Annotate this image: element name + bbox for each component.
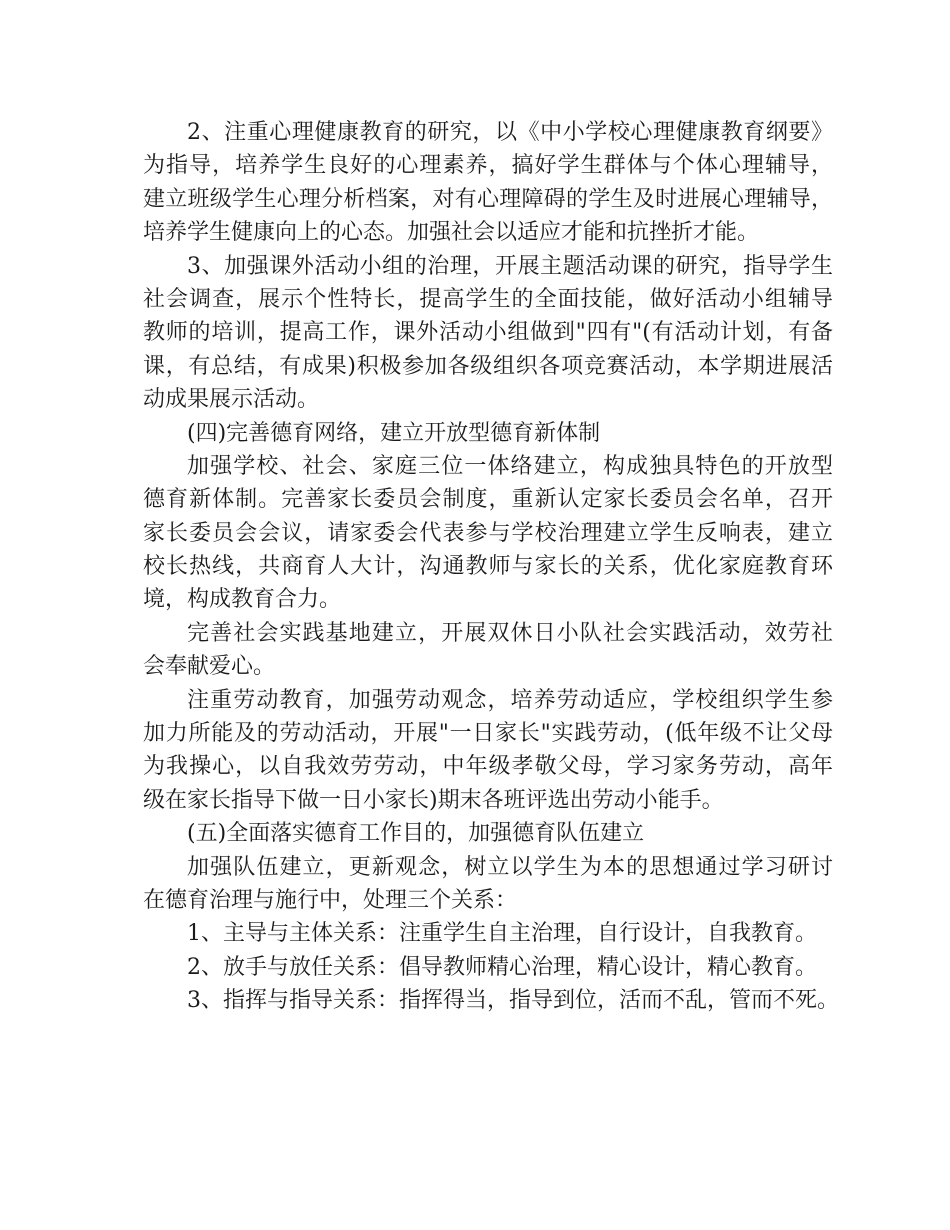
text-line: 为我操心，以自我效劳劳动，中年级孝敬父母，学习家务劳动，高年	[143, 754, 833, 780]
text-line: 加强学校、社会、家庭三位一体络建立，构成独具特色的开放型	[187, 453, 833, 479]
text-line: 加强队伍建立，更新观念，树立以学生为本的思想通过学习研讨	[187, 854, 833, 880]
text-line: 完善社会实践基地建立，开展双休日小队社会实践活动，效劳社	[187, 620, 833, 646]
text-line: 课，有总结，有成果)积极参加各级组织各项竞赛活动，本学期进展活	[143, 353, 833, 379]
text-line: 德育新体制。完善家长委员会制度，重新认定家长委员会名单，召开	[143, 487, 833, 513]
text-line: 注重劳动教育，加强劳动观念，培养劳动适应，学校组织学生参	[187, 687, 833, 713]
text-line: 建立班级学生心理分析档案，对有心理障碍的学生及时进展心理辅导，	[143, 186, 833, 212]
text-line: 1、主导与主体关系：注重学生自主治理，自行设计，自我教育。	[187, 921, 817, 947]
text-line: 会奉献爱心。	[143, 654, 276, 680]
paragraph-mental-health	[143, 116, 833, 250]
text-line: 2、注重心理健康教育的研究，以《中小学校心理健康教育纲要》	[187, 120, 833, 145]
text-line: 社会调查，展示个性特长，提高学生的全面技能，做好活动小组辅导	[143, 286, 833, 312]
paragraph-team	[143, 851, 833, 918]
document-body	[143, 116, 839, 1018]
paragraph-labor	[143, 684, 833, 818]
list-item-relation-3	[143, 984, 839, 1017]
text-line: 3、加强课外活动小组的治理，开展主题活动课的研究，指导学生	[187, 253, 833, 279]
text-line: 在德育治理与施行中，处理三个关系：	[143, 887, 518, 913]
heading-line: (五)全面落实德育工作目的，加强德育队伍建立	[187, 821, 645, 847]
paragraph-three-in-one	[143, 450, 833, 617]
text-line: 2、放手与放任关系：倡导教师精心治理，精心设计，精心教育。	[187, 954, 817, 980]
text-line: 加力所能及的劳动活动，开展"一日家长"实践劳动，(低年级不让父母	[143, 721, 833, 747]
list-item-relation-1	[143, 917, 833, 950]
text-line: 动成果展示活动。	[143, 387, 320, 413]
text-line: 校长热线，共商育人大计，沟通教师与家长的关系，优化家庭教育环	[143, 554, 833, 580]
text-line: 培养学生健康向上的心态。加强社会以适应才能和抗挫折才能。	[143, 220, 760, 246]
section-heading-5	[143, 817, 833, 850]
text-line: 为指导，培养学生良好的心理素养，搞好学生群体与个体心理辅导，	[143, 153, 833, 179]
text-line: 教师的培训，提高工作，课外活动小组做到"四有"(有活动计划，有备	[143, 320, 833, 346]
heading-line: (四)完善德育网络，建立开放型德育新体制	[187, 420, 601, 446]
text-line: 境，构成教育合力。	[143, 587, 342, 613]
paragraph-social-practice	[143, 617, 833, 684]
text-line: 家长委员会会议，请家委会代表参与学校治理建立学生反响表，建立	[143, 520, 833, 546]
text-line: 3、指挥与指导关系：指挥得当，指导到位，活而不乱，管而不死。	[187, 988, 839, 1014]
section-heading-4	[143, 417, 833, 450]
list-item-relation-2	[143, 951, 833, 984]
paragraph-extracurricular	[143, 250, 833, 417]
text-line: 级在家长指导下做一日小家长)期末各班评选出劳动小能手。	[143, 787, 724, 813]
